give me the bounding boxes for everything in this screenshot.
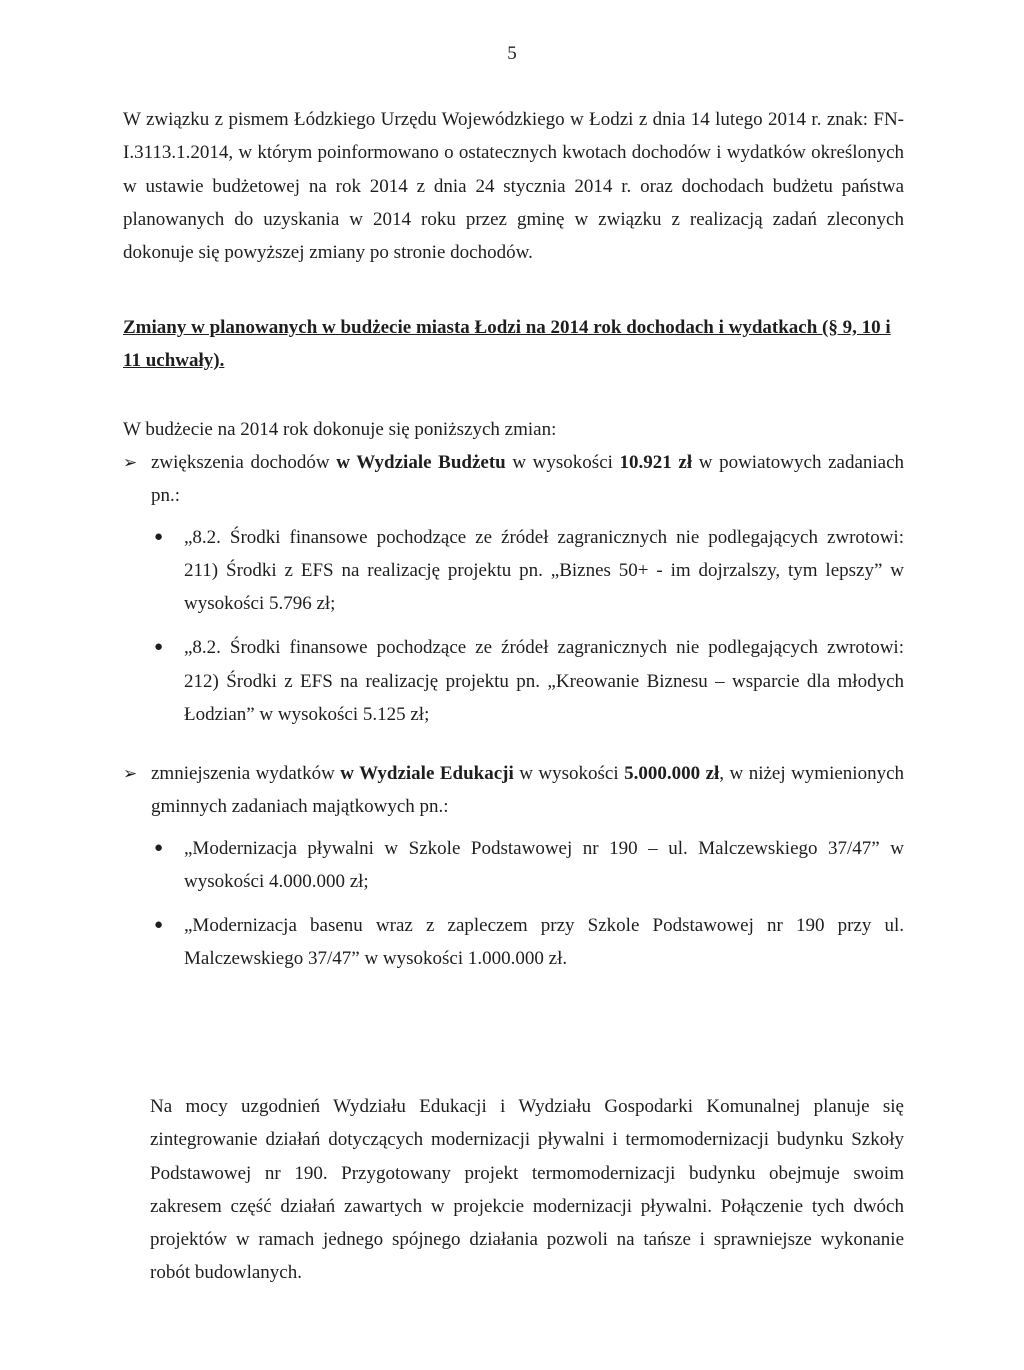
- increase-section: [123, 446, 904, 731]
- increase-middle: w wysokości: [512, 452, 613, 473]
- decrease-unit: w Wydziale Edukacji: [340, 763, 514, 784]
- list-item: [123, 521, 904, 621]
- intro-paragraph: W związku z pismem Łódzkiego Urzędu Wojewódzkiego w Łodzi z dnia 14 lutego 2014 r. znak: FN-I.3113.1.2014, w którym poinformowano o ostatecznych kwotach dochodów i wydatków określonych w ustawie budżetowej na rok 2014 z dnia 24 stycznia 2014 r. oraz dochodach budżetu państwa planowanych do uzyskania w 2014 roku przez gminę w związku z realizacją zadań zleconych dokonuje się powyższej zmiany po stronie dochodów.: [123, 109, 904, 264]
- list-item-text: „Modernizacja basenu wraz z zapleczem przy Szkole Podstawowej nr 190 przy ul. Malczewskiego 37/47” w wysokości 1.000.000 zł.: [184, 915, 904, 970]
- arrow-bullet-icon: ➢: [123, 453, 138, 472]
- decrease-amount: 5.000.000 zł: [624, 763, 720, 784]
- increase-sub-list: [123, 521, 904, 732]
- section-heading: Zmiany w planowanych w budżecie miasta Łodzi na 2014 rok dochodach i wydatkach (§ 9, 10 i 11 uchwały).: [123, 317, 891, 372]
- decrease-middle: w wysokości: [519, 763, 619, 784]
- page-number: 5: [507, 43, 517, 64]
- dot-bullet-icon: ●: [154, 917, 164, 934]
- list-item: [123, 832, 904, 899]
- increase-unit: w Wydziale Budżetu: [336, 452, 506, 473]
- list-item: [123, 909, 904, 976]
- list-item: [123, 631, 904, 731]
- decrease-item: [123, 757, 904, 824]
- list-item-text: „Modernizacja pływalni w Szkole Podstawowej nr 190 – ul. Malczewskiego 37/47” w wysokości 4.000.000 zł;: [184, 837, 904, 892]
- decrease-suffix: , w niżej wymienionych gminnych zadaniach majątkowych pn.:: [151, 763, 905, 818]
- dot-bullet-icon: ●: [154, 639, 164, 656]
- dot-bullet-icon: ●: [154, 528, 164, 545]
- budget-intro: W budżecie na 2014 rok dokonuje się poniższych zmian:: [123, 419, 557, 440]
- list-item-text: „8.2. Środki finansowe pochodzące ze źródeł zagranicznych nie podlegających zwrotowi: 212) Środki z EFS na realizację projektu pn. „Kreowanie Biznesu – wsparcie dla młodych Łodzian” w wysokości 5.125 zł;: [184, 637, 904, 726]
- dot-bullet-icon: ●: [154, 839, 164, 856]
- decrease-sub-list: [123, 832, 904, 976]
- increase-item: [123, 446, 904, 513]
- increase-prefix: zwiększenia dochodów: [151, 452, 330, 473]
- decrease-prefix: zmniejszenia wydatków: [151, 763, 335, 784]
- list-item-text: „8.2. Środki finansowe pochodzące ze źródeł zagranicznych nie podlegających zwrotowi: 211) Środki z EFS na realizację projektu pn. „Biznes 50+ - im dojrzalszy, tym lepszy” w wysokości 5.796 zł;: [184, 526, 904, 615]
- decrease-section: [123, 757, 904, 976]
- increase-suffix: w powiatowych zadaniach pn.:: [151, 452, 905, 507]
- increase-amount: 10.921 zł: [619, 452, 693, 473]
- arrow-bullet-icon: ➢: [123, 764, 138, 783]
- final-paragraph: Na mocy uzgodnień Wydziału Edukacji i Wydziału Gospodarki Komunalnej planuje się zintegrowanie działań dotyczących modernizacji pływalni i termomodernizacji budynku Szkoły Podstawowej nr 190. Przygotowany projekt termomodernizacji budynku obejmuje swoim zakresem część działań zawartych w projekcie modernizacji pływalni. Połączenie tych dwóch projektów w ramach jednego spójnego działania pozwoli na tańsze i sprawniejsze wykonanie robót budowlanych.: [150, 1096, 904, 1284]
